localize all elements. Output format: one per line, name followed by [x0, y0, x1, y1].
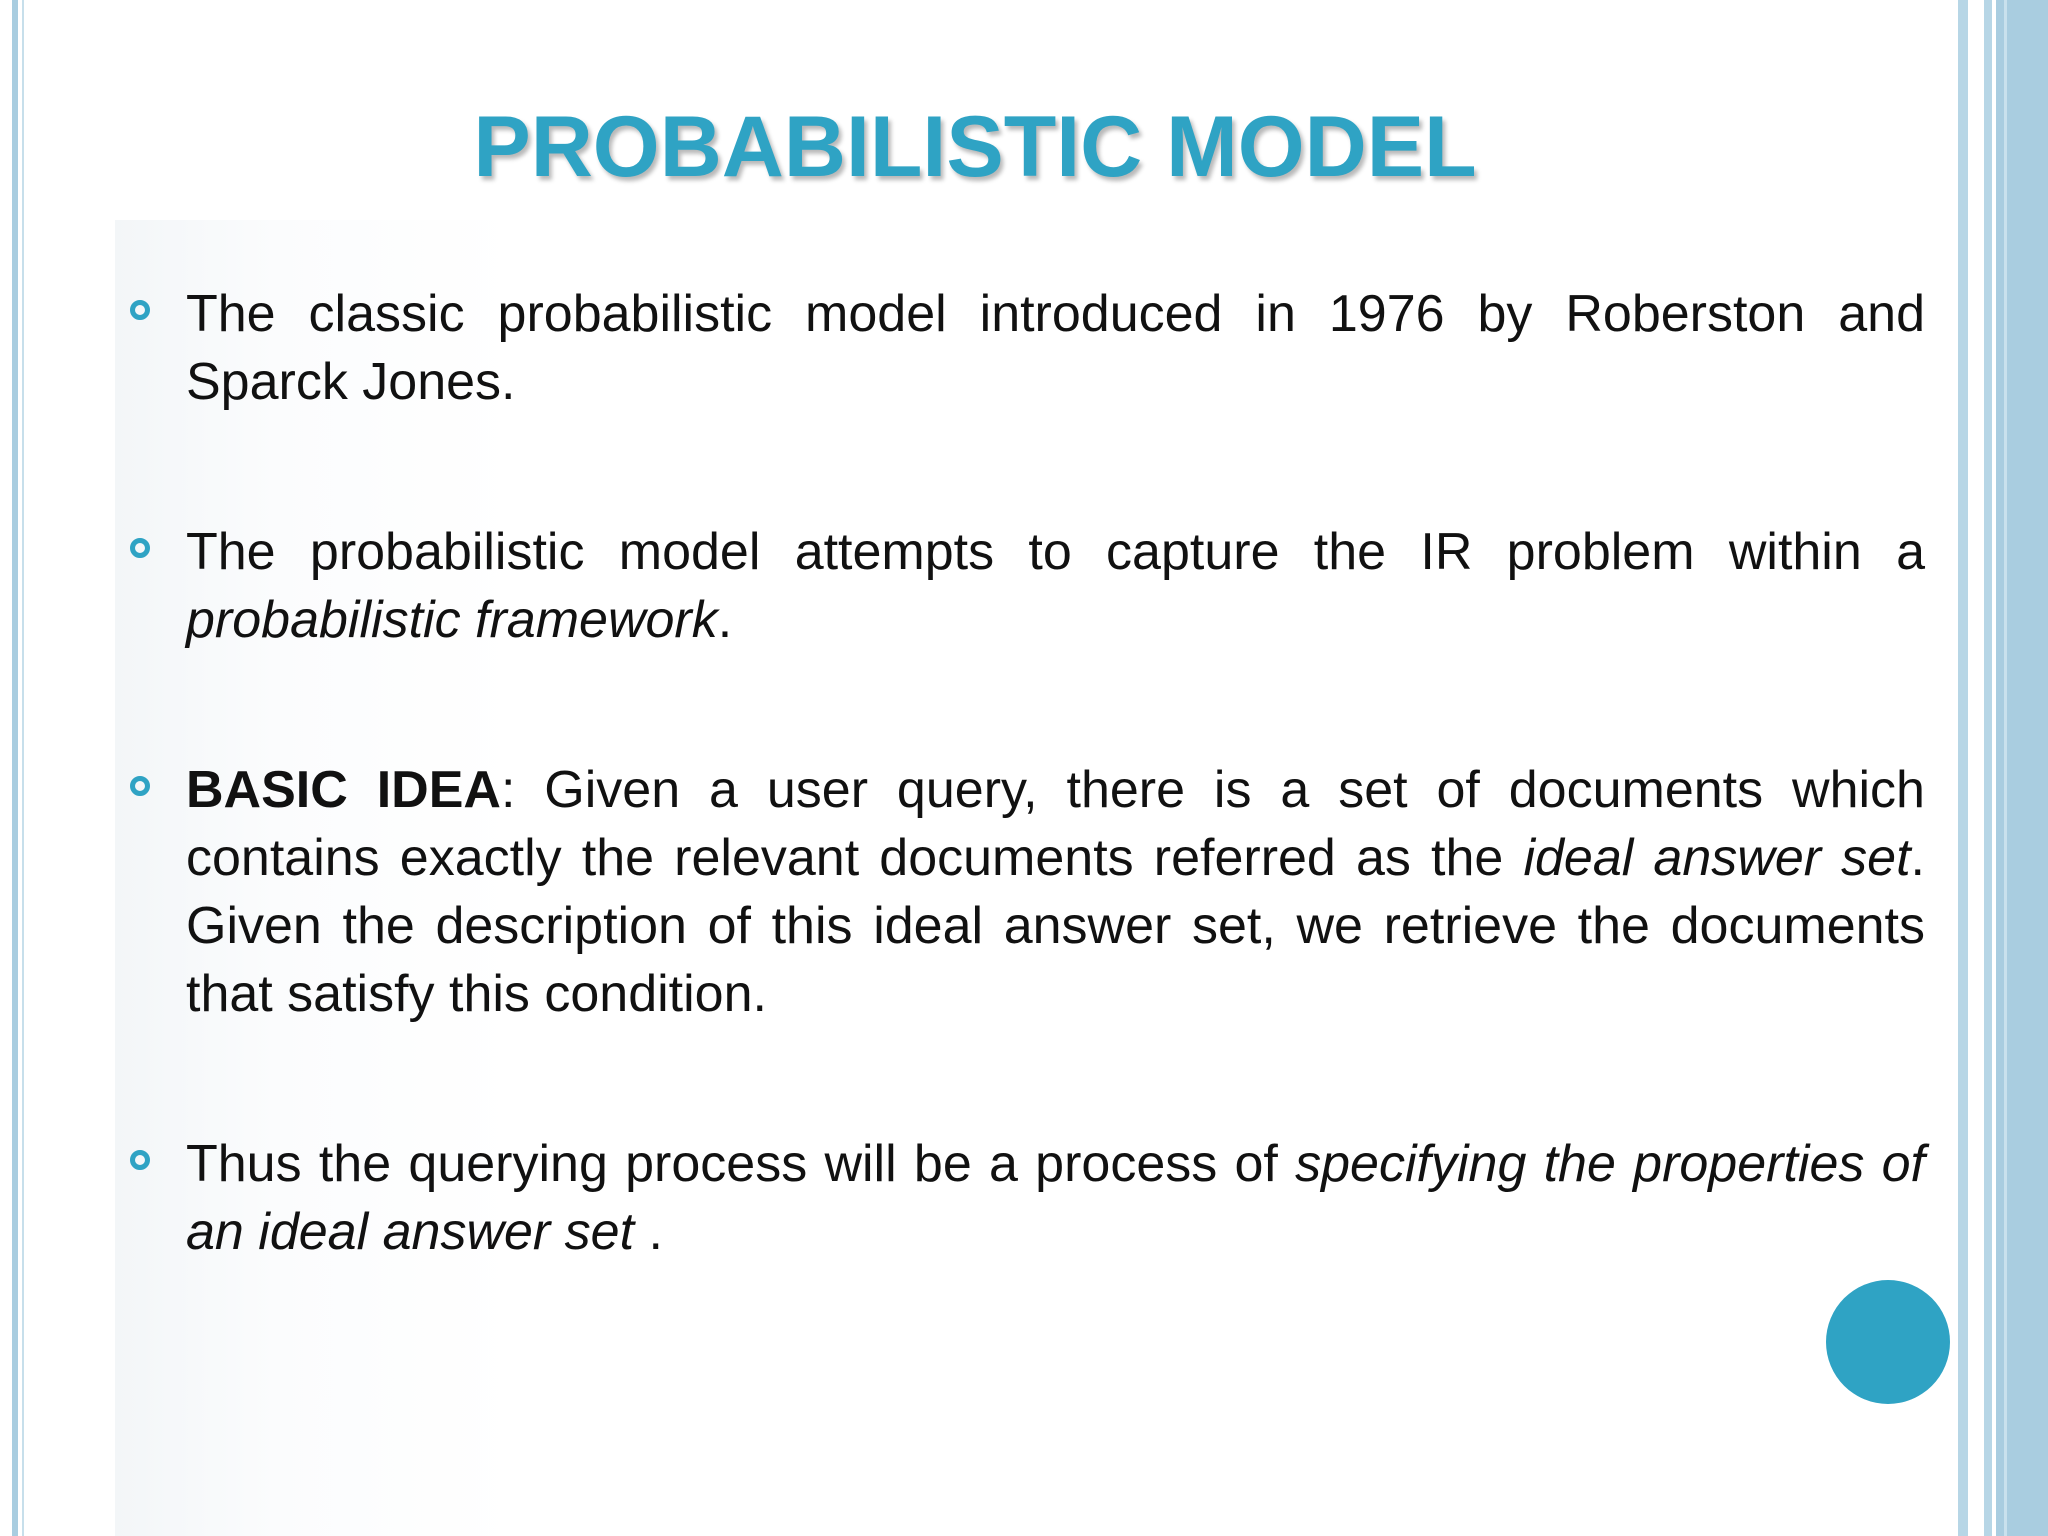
bullet-item — [130, 280, 1925, 416]
right-border-highlight — [2004, 0, 2007, 1536]
bullet-text-italic: specifying the properties of an ideal answer set — [186, 1135, 1925, 1261]
bullet-text-run: Thus the querying process will be a process of — [186, 1135, 1296, 1193]
hollow-circle-bullet-icon — [130, 776, 150, 796]
bullet-text-italic: ideal answer set — [1523, 829, 1911, 887]
bullet-text-run: . — [634, 1203, 663, 1261]
bullet-text-run: The classic probabilistic model introduced in 1976 by Roberston and Sparck Jones. — [186, 285, 1925, 411]
left-border-line — [12, 0, 18, 1536]
bullet-item — [130, 518, 1925, 654]
bullet-text-italic: probabilistic framework — [186, 591, 718, 649]
left-border-line-thin — [22, 0, 24, 1536]
right-border-stripe — [1984, 0, 1992, 1536]
bullet-text-run: . — [717, 591, 733, 649]
bullet-list — [130, 280, 1925, 1266]
bullet-item — [130, 756, 1925, 1028]
bullet-text — [186, 523, 1925, 649]
bullet-item — [130, 1130, 1925, 1266]
hollow-circle-bullet-icon — [130, 300, 150, 320]
right-border-stripe — [1958, 0, 1968, 1536]
bullet-text-run: The probabilistic model attempts to capture the IR problem within a — [186, 523, 1925, 581]
hollow-circle-bullet-icon — [130, 1150, 150, 1170]
slide-title: PROBABILISTIC MODEL — [473, 99, 1477, 195]
bullet-text-run: . Given the description of this ideal answer set, we retrieve the documents that satisfy this condition. — [186, 829, 1925, 1023]
decorative-circle-icon — [1826, 1280, 1950, 1404]
bullet-text — [186, 761, 1925, 1023]
bullet-text — [186, 1135, 1925, 1261]
right-border-gap — [1968, 0, 1984, 1536]
bullet-text-run: : Given a user query, there is a set of documents which contains exactly the relevant documents referred as the — [186, 761, 1925, 887]
hollow-circle-bullet-icon — [130, 538, 150, 558]
bullet-text-bold: BASIC IDEA — [186, 761, 501, 819]
bullet-text — [186, 285, 1925, 411]
